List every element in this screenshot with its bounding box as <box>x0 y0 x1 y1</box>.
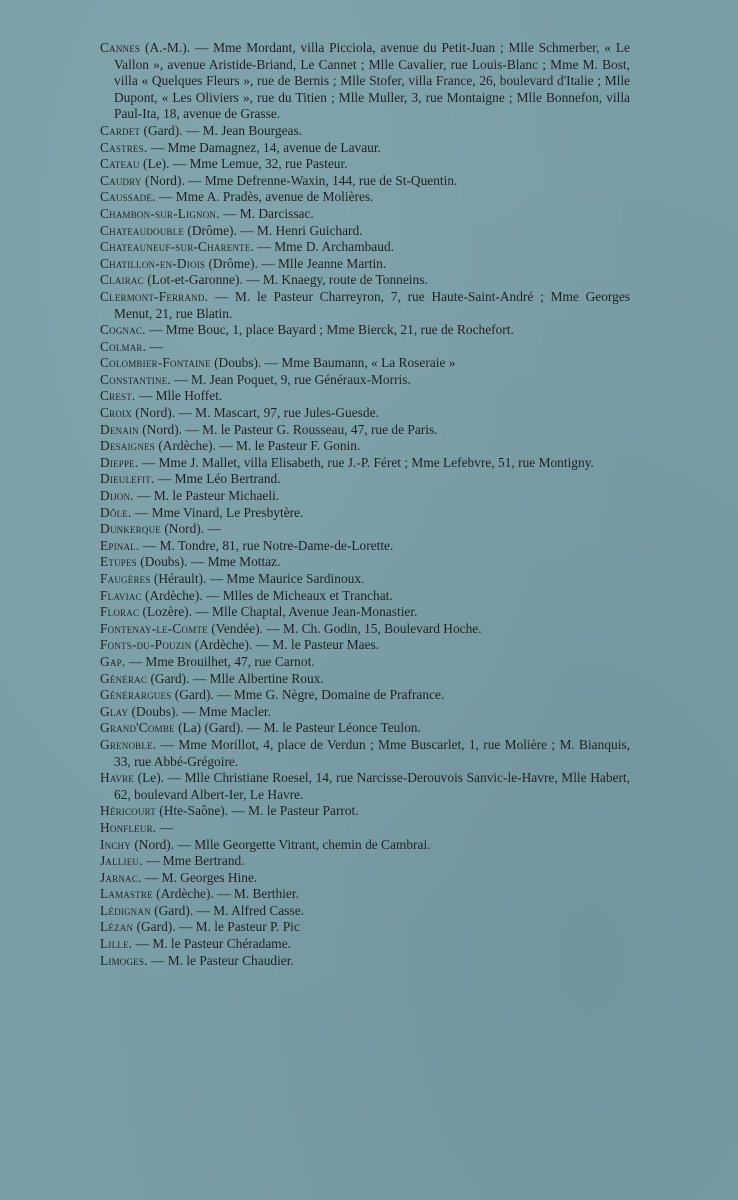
town-name: Clermont-Ferrand. <box>100 288 209 304</box>
entry-details: (Doubs). — Mme Macler. <box>131 703 271 719</box>
address-entry <box>100 720 630 737</box>
address-entry <box>100 239 630 256</box>
address-entry <box>100 770 630 803</box>
town-name: Héricourt <box>100 803 156 819</box>
town-name: Grenoble. <box>100 736 157 752</box>
entry-details: (Doubs). — Mme Baumann, « La Roseraie » <box>214 355 456 371</box>
entry-details: (Drôme). — M. Henri Guichard. <box>187 222 363 238</box>
entry-details: — Mme J. Mallet, villa Elisabeth, rue J.-P. Féret ; Mme Lefebvre, 51, rue Montigny. <box>141 454 594 470</box>
address-list <box>100 40 630 969</box>
entry-details: (Ardèche). — M. Berthier. <box>156 886 299 902</box>
town-name: Dôle. <box>100 504 132 520</box>
town-name: Chateaudouble <box>100 222 185 238</box>
entry-details: — Mlle Hoffet. <box>138 388 223 404</box>
town-name: Fontenay-le-Comte <box>100 620 208 636</box>
address-entry <box>100 571 630 588</box>
town-name: Dijon. <box>100 488 134 504</box>
town-name: Lamastre <box>100 886 153 902</box>
address-entry <box>100 189 630 206</box>
entry-details: (Nord). — M. Mascart, 97, rue Jules-Guesde. <box>135 405 379 421</box>
address-entry <box>100 803 630 820</box>
town-name: Florac <box>100 604 140 620</box>
address-entry <box>100 886 630 903</box>
entry-details: (Gard). — M. le Pasteur P. Pic <box>136 919 300 935</box>
entry-details: (Le). — Mme Lemue, 32, rue Pasteur. <box>143 156 348 172</box>
entry-details: — Mme Léo Bertrand. <box>157 471 281 487</box>
address-entry <box>100 355 630 372</box>
address-entry <box>100 936 630 953</box>
address-entry <box>100 372 630 389</box>
town-name: Chatillon-en-Diois <box>100 255 206 271</box>
address-entry <box>100 488 630 505</box>
town-name: Caudry <box>100 172 142 188</box>
address-entry <box>100 870 630 887</box>
entry-details: (Gard). — M. Alfred Casse. <box>154 902 305 918</box>
town-name: Castres. <box>100 139 148 155</box>
address-entry <box>100 123 630 140</box>
entry-details: (Nord). — <box>164 521 221 537</box>
entry-details: — M. Darcissac. <box>223 205 314 221</box>
entry-details: (Drôme). — Mlle Jeanne Martin. <box>208 255 387 271</box>
town-name: Chambon-sur-Lignon. <box>100 205 220 221</box>
entry-details: (Nord). — Mme Defrenne-Waxin, 144, rue de St-Quentin. <box>145 172 458 188</box>
address-entry <box>100 919 630 936</box>
entry-details: (Nord). — Mlle Georgette Vitrant, chemin de Cambrai. <box>134 836 431 852</box>
address-entry <box>100 140 630 157</box>
entry-details: — Mme A. Pradès, avenue de Molières. <box>158 189 374 205</box>
entry-details: (Gard). — M. Jean Bourgeas. <box>143 122 303 138</box>
address-entry <box>100 40 630 123</box>
town-name: Dunkerque <box>100 521 161 537</box>
address-entry <box>100 820 630 837</box>
town-name: Croix <box>100 405 132 421</box>
address-entry <box>100 256 630 273</box>
address-entry <box>100 455 630 472</box>
address-entry <box>100 521 630 538</box>
town-name: Générac <box>100 670 148 686</box>
entry-details: — <box>149 338 163 354</box>
address-entry <box>100 173 630 190</box>
address-entry <box>100 156 630 173</box>
entry-details: — M. le Pasteur Michaeli. <box>137 488 280 504</box>
town-name: Grand'Combe <box>100 720 175 736</box>
town-name: Epinal. <box>100 537 140 553</box>
town-name: Jallieu. <box>100 853 143 869</box>
town-name: Générargues <box>100 687 172 703</box>
entry-details: — M. Tondre, 81, rue Notre-Dame-de-Lorette. <box>142 537 394 553</box>
town-name: Flaviac <box>100 587 142 603</box>
town-name: Etupes <box>100 554 137 570</box>
address-entry <box>100 322 630 339</box>
entry-details: (Lozère). — Mlle Chaptal, Avenue Jean-Monastier. <box>142 604 418 620</box>
town-name: Havre <box>100 770 135 786</box>
address-entry <box>100 554 630 571</box>
address-entry <box>100 223 630 240</box>
entry-details: (Gard). — Mme G. Nègre, Domaine de Prafrance. <box>174 687 445 703</box>
entry-details: (Hte-Saône). — M. le Pasteur Parrot. <box>159 803 359 819</box>
address-entry <box>100 339 630 356</box>
address-entry <box>100 903 630 920</box>
address-entry <box>100 604 630 621</box>
address-entry <box>100 422 630 439</box>
town-name: Dieppe. <box>100 454 139 470</box>
address-entry <box>100 388 630 405</box>
address-entry <box>100 853 630 870</box>
address-entry <box>100 837 630 854</box>
entry-details: (La) (Gard). — M. le Pasteur Léonce Teulon. <box>178 720 421 736</box>
town-name: Gap. <box>100 653 126 669</box>
entry-details: (Gard). — Mlle Albertine Roux. <box>150 670 324 686</box>
town-name: Crest. <box>100 388 136 404</box>
town-name: Constantine. <box>100 371 171 387</box>
entry-details: — Mme Bertrand. <box>146 853 245 869</box>
entry-details: — M. le Pasteur Chéradame. <box>135 936 292 952</box>
address-entry <box>100 953 630 970</box>
town-name: Clairac <box>100 272 144 288</box>
entry-details: (Lot-et-Garonne). — M. Knaegy, route de Tonneins. <box>147 272 428 288</box>
address-entry <box>100 621 630 638</box>
entry-details: — Mme Bouc, 1, place Bayard ; Mme Bierck, 21, rue de Rochefort. <box>149 322 514 338</box>
entry-details: — M. le Pasteur Charreyron, 7, rue Haute-Saint-André ; Mme Georges Menut, 21, rue Blatin. <box>114 288 630 321</box>
entry-details: — M. Georges Hine. <box>144 869 258 885</box>
entry-details: — Mme Damagnez, 14, avenue de Lavaur. <box>150 139 381 155</box>
entry-details: (Vendée). — M. Ch. Godin, 15, Boulevard Hoche. <box>211 620 482 636</box>
address-entry <box>100 505 630 522</box>
entry-details: (Ardèche). — M. le Pasteur F. Gonin. <box>158 438 361 454</box>
town-name: Colmar. <box>100 338 147 354</box>
entry-details: (A.-M.). — Mme Mordant, villa Picciola, avenue du Petit-Juan ; Mlle Schmerber, « Le Vallon », avenue Aristide-Briand, Le Cannet ; Mlle Cavalier, rue Louis-Blanc ; Mme M. Bost, villa « Quelques Fleurs », rue de Bernis ; Mlle Stofer, villa France, 26, boulevard d'Italie ; Mlle Dupont, « Les Oliviers », rue du Titien ; Mlle Muller, 3, rue Montaigne ; Mlle Bonnefon, villa Paul-Ita, 18, avenue de Grasse. <box>114 40 630 122</box>
entry-details: — Mme Brouilhet, 47, rue Carnot. <box>128 653 315 669</box>
entry-details: — Mme Morillot, 4, place de Verdun ; Mme Buscarlet, 1, rue Molière ; M. Bianquis, 33, rue Abbé-Grégoire. <box>114 736 630 769</box>
address-entry <box>100 737 630 770</box>
town-name: Limoges. <box>100 952 148 968</box>
town-name: Dieulefit. <box>100 471 155 487</box>
town-name: Inchy <box>100 836 131 852</box>
town-name: Cognac. <box>100 322 146 338</box>
entry-details: (Ardèche). — Mlles de Micheaux et Tranchat. <box>145 587 393 603</box>
address-entry <box>100 538 630 555</box>
address-entry <box>100 637 630 654</box>
town-name: Fonts-du-Pouzin <box>100 637 192 653</box>
entry-details: (Hérault). — Mme Maurice Sardinoux. <box>153 571 365 586</box>
entry-details: (Doubs). — Mme Mottaz. <box>140 554 281 570</box>
entry-details: — M. le Pasteur Chaudier. <box>151 952 294 968</box>
address-entry <box>100 289 630 322</box>
entry-details: (Ardèche). — M. le Pasteur Maes. <box>194 637 380 653</box>
address-entry <box>100 438 630 455</box>
town-name: Caussade. <box>100 189 156 205</box>
town-name: Glay <box>100 703 129 719</box>
town-name: Cardet <box>100 122 141 138</box>
town-name: Faugères <box>100 571 151 586</box>
town-name: Jarnac. <box>100 869 142 885</box>
entry-details: — M. Jean Poquet, 9, rue Généraux-Morris. <box>174 371 411 387</box>
town-name: Cannes <box>100 40 141 55</box>
town-name: Chateauneuf-sur-Charente. <box>100 239 255 255</box>
address-entry <box>100 671 630 688</box>
address-entry <box>100 687 630 704</box>
entry-details: (Nord). — M. le Pasteur G. Rousseau, 47, rue de Paris. <box>142 421 438 437</box>
town-name: Colombier-Fontaine <box>100 355 211 371</box>
address-entry <box>100 588 630 605</box>
town-name: Cateau <box>100 156 140 172</box>
town-name: Denain <box>100 421 139 437</box>
address-entry <box>100 654 630 671</box>
entry-details: — <box>159 819 174 835</box>
town-name: Lille. <box>100 936 133 952</box>
entry-details: — Mme D. Archambaud. <box>257 239 394 255</box>
town-name: Lézan <box>100 919 134 935</box>
address-entry <box>100 471 630 488</box>
address-entry <box>100 704 630 721</box>
entry-details: (Le). — Mlle Christiane Roesel, 14, rue Narcisse-Derouvois Sanvic-le-Havre, Mlle Habert, 62, boulevard Albert-Ier, Le Havre. <box>114 770 630 802</box>
town-name: Lédignan <box>100 902 151 918</box>
entry-details: — Mme Vinard, Le Presbytère. <box>134 504 304 520</box>
address-entry <box>100 206 630 223</box>
address-entry <box>100 272 630 289</box>
town-name: Honfleur. <box>100 819 157 835</box>
town-name: Desaignes <box>100 438 155 454</box>
address-entry <box>100 405 630 422</box>
